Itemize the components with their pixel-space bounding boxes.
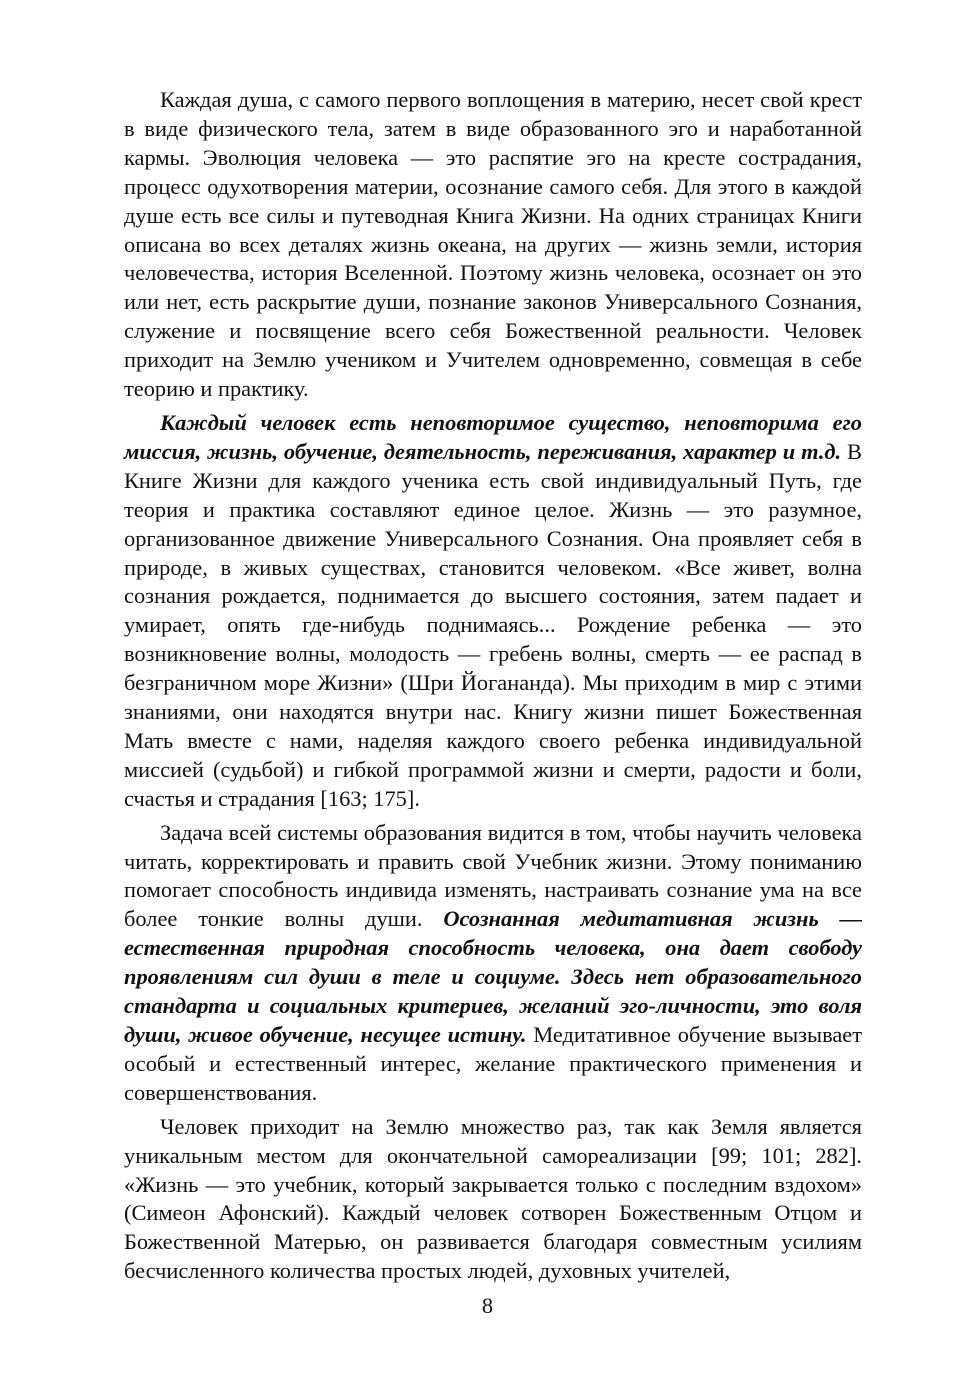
paragraph-3-text: Задача всей системы образования видится в том, чтобы научить человека читать, корректировать и править свой Учебник жизни. Этому пониманию помогает способность индивида изменять, настраивать сознание ума на все более тонкие волны души.	[124, 819, 862, 932]
paragraph-1	[124, 86, 862, 404]
paragraph-4	[124, 1113, 862, 1286]
paragraph-1-text: Каждая душа, с самого первого воплощения в материю, несет свой крест в виде физического тела, затем в виде образованного эго и наработанной кармы. Эволюция человека — это распятие эго на кресте сострадания, процесс одухотворения материи, осознание самого себя. Для этого в каждой душе есть все силы и путеводная Книга Жизни. На одних страницах Книги описана во всех деталях жизнь океана, на других — жизнь земли, история человечества, история Вселенной. Поэтому жизнь человека, осознает он это или нет, есть раскрытие души, познание законов Универсального Сознания, служение и посвящение всего себя Божественной реальности. Человек приходит на Землю учеником и Учителем одновременно, совмещая в себе теорию и практику.	[124, 87, 862, 402]
paragraph-2	[124, 409, 862, 814]
paragraph-2-emphasis: Каждый человек есть неповторимое существо, неповторима его миссия, жизнь, обучение, деятельность, переживания, характер и т.д.	[124, 409, 862, 464]
paragraph-4-text: Человек приходит на Землю множество раз, так как Земля является уникальным местом для окончательной самореализации [99; 101; 282]. «Жизнь — это учебник, который закрывается только с последним вздохом» (Симеон Афонский). Каждый человек сотворен Божественным Отцом и Божественной Матерью, он развивается благодаря совместным усилиям бесчисленного количества простых людей, духовных учителей,	[124, 1113, 862, 1284]
paragraph-3-emphasis: Осознанная медитативная жизнь — естественная природная способность человека, она дает свободу проявлениям сил души в теле и социуме. Здесь нет образовательного стандарта и социальных критериев, желаний эго-личности, это воля души, живое обучение, несущее истину.	[124, 906, 862, 1047]
page-number: 8	[481, 1293, 494, 1318]
paragraph-3	[124, 819, 862, 1108]
paragraph-2-text: В Книге Жизни для каждого ученика есть свой индивидуальный Путь, где теория и практика составляют единое целое. Жизнь — это разумное, организованное движение Универсального Сознания. Она проявляет себя в природе, в живых существах, становится человеком. «Все живет, волна сознания рождается, поднимается до высшего состояния, затем падает и умирает, опять где-нибудь поднимаясь... Рождение ребенка — это возникновение волны, молодость — гребень волны, смерть — ее распад в безграничном море Жизни» (Шри Йогананда). Мы приходим в мир с этими знаниями, они находятся внутри нас. Книгу жизни пишет Божественная Мать вместе с нами, наделяя каждого своего ребенка индивидуальной миссией (судьбой) и гибкой программой жизни и смерти, радости и боли, счастья и страдания [163; 175].	[124, 438, 862, 811]
paragraph-3-text-after: Медитативное обучение вызывает особый и естественный интерес, желание практического применения и совершенствования.	[124, 1022, 863, 1105]
page-body	[124, 86, 862, 1286]
